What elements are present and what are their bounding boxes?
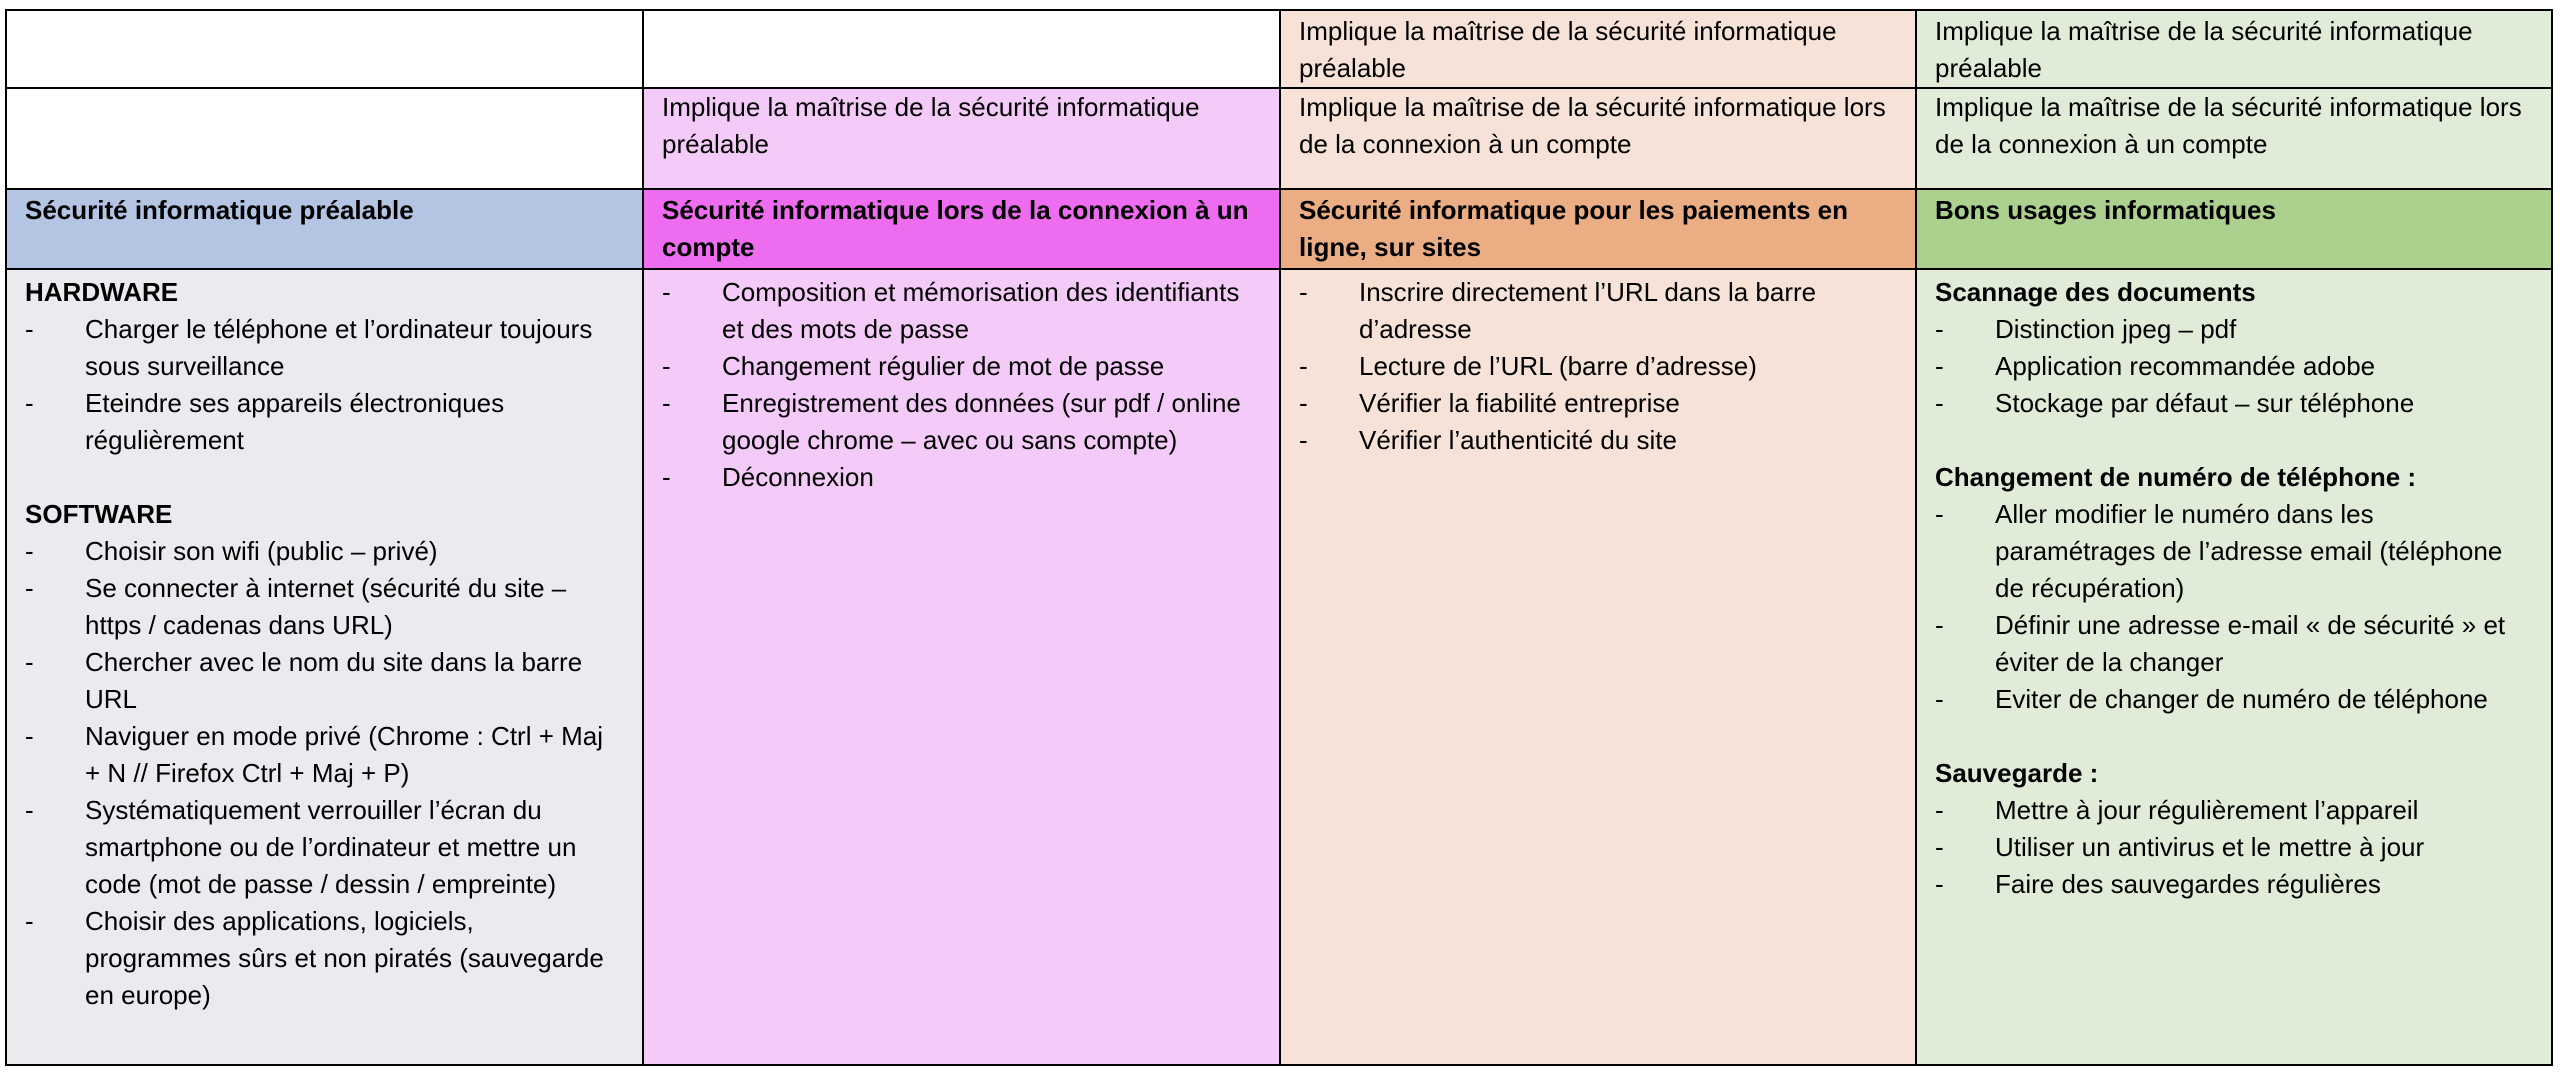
bullet-dash: - [1935,351,1944,381]
list-item [1935,348,2533,385]
login-security-cell [643,269,1280,1065]
good-practices-cell [1916,269,2552,1065]
list-item-text: Systématiquement verrouiller l’écran du smartphone ou de l’ordinateur et mettre un code (mot de passe / dessin / empreinte) [85,795,577,899]
bullet-dash: - [1935,869,1944,899]
list-item [662,348,1261,385]
list-item-text: Enregistrement des données (sur pdf / online google chrome – avec ou sans compte) [722,388,1241,455]
prerequisite-cell: Implique la maîtrise de la sécurité informatique lors de la connexion à un compte [1916,88,2552,189]
list-item [25,533,624,570]
list-item [662,459,1261,496]
bullet-dash: - [1935,795,1944,825]
bullet-dash: - [1935,684,1944,714]
bullet-dash: - [25,573,34,603]
list-item [1299,348,1897,385]
bullet-dash: - [1935,314,1944,344]
list-item-text: Eviter de changer de numéro de téléphone [1995,684,2488,714]
column-header-login-security: Sécurité informatique lors de la connexion à un compte [643,189,1280,269]
list-item-text: Aller modifier le numéro dans les paramétrages de l’adresse email (téléphone de récupération) [1995,499,2503,603]
list-item-text: Faire des sauvegardes régulières [1995,869,2381,899]
bullet-dash: - [25,795,34,825]
software-title: SOFTWARE [25,499,173,529]
list-item-text: Vérifier la fiabilité entreprise [1359,388,1680,418]
bullet-dash: - [25,314,34,344]
list-item-text: Choisir son wifi (public – privé) [85,536,438,566]
empty-cell [6,88,643,189]
bullet-dash: - [1935,499,1944,529]
list-item-text: Mettre à jour régulièrement l’appareil [1995,795,2419,825]
list-item [1935,385,2533,422]
list-item [1935,607,2533,681]
list-item [662,274,1261,348]
column-header-good-practices: Bons usages informatiques [1916,189,2552,269]
bullet-list [1299,274,1897,459]
list-item [662,385,1261,459]
list-item-text: Utiliser un antivirus et le mettre à jour [1995,832,2425,862]
bullet-dash: - [25,906,34,936]
bullet-dash: - [1935,832,1944,862]
bullet-dash: - [25,721,34,751]
header-row [6,189,2552,269]
prerequisite-cell: Implique la maîtrise de la sécurité informatique lors de la connexion à un compte [1280,88,1916,189]
list-item-text: Choisir des applications, logiciels, programmes sûrs et non piratés (sauvegarde en europe) [85,906,604,1010]
bullet-dash: - [662,351,671,381]
bullet-list [1935,792,2533,903]
list-item [1299,422,1897,459]
prior-security-cell [6,269,643,1065]
payment-security-cell [1280,269,1916,1065]
list-item-text: Stockage par défaut – sur téléphone [1995,388,2415,418]
list-item-text: Naviguer en mode privé (Chrome : Ctrl + Maj + N // Firefox Ctrl + Maj + P) [85,721,604,788]
bullet-dash: - [25,647,34,677]
list-item-text: Distinction jpeg – pdf [1995,314,2237,344]
list-item-text: Application recommandée adobe [1995,351,2376,381]
empty-cell [643,10,1280,88]
bullet-dash: - [662,388,671,418]
list-item [1935,681,2533,718]
bullet-dash: - [1935,610,1944,640]
prerequisite-row-1 [6,10,2552,88]
list-item [25,311,624,385]
hardware-title: HARDWARE [25,277,179,307]
list-item [1935,792,2533,829]
prerequisite-cell: Implique la maîtrise de la sécurité informatique préalable [643,88,1280,189]
list-item [25,570,624,644]
backup-title: Sauvegarde : [1935,758,2099,788]
bullet-list [1935,311,2533,422]
list-item [1935,829,2533,866]
list-item [1299,274,1897,348]
list-item-text: Chercher avec le nom du site dans la barre URL [85,647,583,714]
bullet-dash: - [1299,277,1308,307]
bullet-list [1935,496,2533,718]
list-item-text: Déconnexion [722,462,874,492]
list-item-text: Vérifier l’authenticité du site [1359,425,1677,455]
list-item-text: Inscrire directement l’URL dans la barre d’adresse [1359,277,1817,344]
list-item-text: Composition et mémorisation des identifiants et des mots de passe [722,277,1240,344]
list-item [1935,496,2533,607]
list-item [25,903,624,1014]
column-header-payment-security: Sécurité informatique pour les paiements en ligne, sur sites [1280,189,1916,269]
phone-change-title: Changement de numéro de téléphone : [1935,462,2417,492]
list-item-text: Eteindre ses appareils électroniques régulièrement [85,388,505,455]
bullet-dash: - [1299,425,1308,455]
bullet-list [25,311,624,459]
bullet-dash: - [25,388,34,418]
bullet-dash: - [1299,351,1308,381]
list-item [25,385,624,459]
prerequisite-cell: Implique la maîtrise de la sécurité informatique préalable [1280,10,1916,88]
bullet-list [662,274,1261,496]
bullet-dash: - [25,536,34,566]
list-item-text: Se connecter à internet (sécurité du site – https / cadenas dans URL) [85,573,567,640]
list-item [25,718,624,792]
prerequisite-cell: Implique la maîtrise de la sécurité informatique préalable [1916,10,2552,88]
security-table [5,9,2553,1066]
prerequisite-row-2 [6,88,2552,189]
content-row [6,269,2552,1065]
scan-title: Scannage des documents [1935,277,2256,307]
list-item [25,792,624,903]
list-item-text: Définir une adresse e-mail « de sécurité » et éviter de la changer [1995,610,2506,677]
empty-cell [6,10,643,88]
list-item-text: Charger le téléphone et l’ordinateur toujours sous surveillance [85,314,593,381]
list-item [1935,311,2533,348]
list-item [25,644,624,718]
bullet-dash: - [1935,388,1944,418]
bullet-dash: - [1299,388,1308,418]
list-item [1935,866,2533,903]
bullet-dash: - [662,462,671,492]
list-item-text: Lecture de l’URL (barre d’adresse) [1359,351,1757,381]
bullet-dash: - [662,277,671,307]
list-item-text: Changement régulier de mot de passe [722,351,1165,381]
column-header-prior-security: Sécurité informatique préalable [6,189,643,269]
list-item [1299,385,1897,422]
bullet-list [25,533,624,1014]
